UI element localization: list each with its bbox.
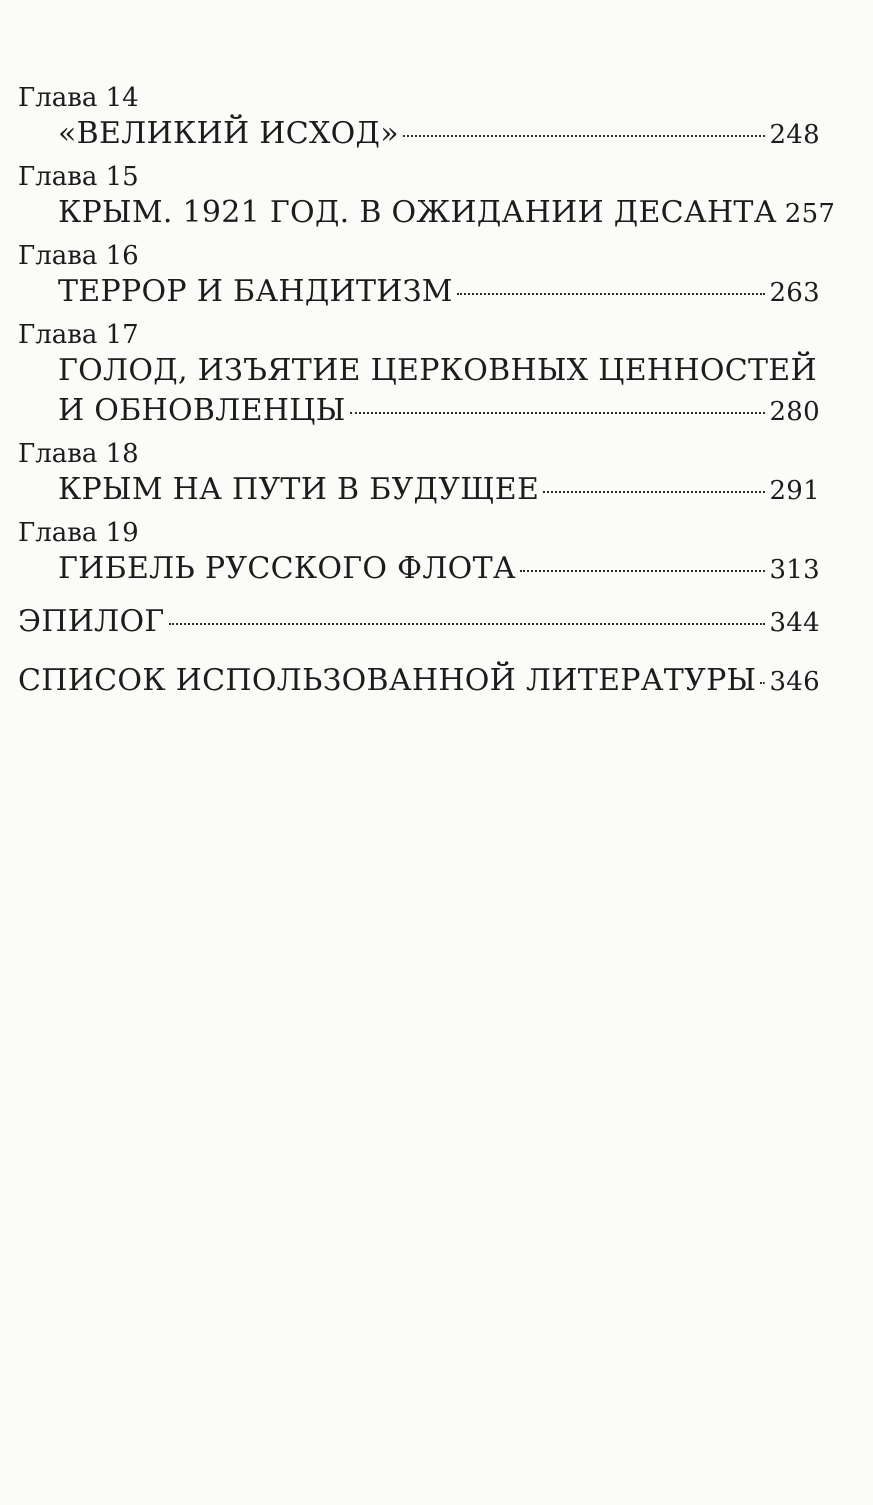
chapter-number-14: Глава 14 — [18, 83, 139, 113]
page-number: 346 — [769, 667, 820, 697]
chapter-title: КРЫМ НА ПУТИ В БУДУЩЕЕ — [58, 472, 540, 507]
dot-leader — [457, 293, 766, 295]
chapter-title-line1[interactable]: ГОЛОД, ИЗЪЯТИЕ ЦЕРКОВНЫХ ЦЕННОСТЕЙ — [58, 353, 817, 388]
dot-leader — [350, 412, 766, 414]
chapter-title: И ОБНОВЛЕНЦЫ — [58, 393, 346, 428]
toc-entry-19[interactable] — [18, 549, 820, 590]
page-number: 248 — [769, 120, 820, 150]
dot-leader — [403, 135, 766, 137]
bibliography-title: СПИСОК ИСПОЛЬЗОВАННОЙ ЛИТЕРАТУРЫ — [18, 663, 757, 698]
table-of-contents — [18, 82, 836, 702]
chapter-number-19: Глава 19 — [18, 518, 139, 548]
toc-entry-18[interactable] — [18, 470, 820, 511]
page-number: 263 — [769, 278, 820, 308]
epilogue-title: ЭПИЛОГ — [18, 604, 165, 639]
chapter-title: ТЕРРОР И БАНДИТИЗМ — [58, 274, 453, 309]
page-number: 280 — [769, 397, 820, 427]
page-number: 313 — [769, 555, 820, 585]
chapter-number-16: Глава 16 — [18, 241, 139, 271]
page-number: 291 — [769, 476, 820, 506]
toc-entry-14[interactable] — [18, 114, 820, 155]
dot-leader — [520, 570, 766, 572]
chapter-title: КРЫМ. 1921 ГОД. В ОЖИДАНИИ ДЕСАНТА — [58, 195, 777, 230]
toc-entry-bibliography[interactable] — [18, 661, 820, 702]
dot-leader — [760, 682, 765, 684]
toc-entry-17[interactable] — [18, 391, 820, 432]
chapter-number-17: Глава 17 — [18, 320, 139, 350]
toc-entry-epilogue[interactable] — [18, 602, 820, 643]
chapter-title: «ВЕЛИКИЙ ИСХОД» — [58, 116, 399, 151]
dot-leader — [169, 623, 766, 625]
chapter-title: ГИБЕЛЬ РУССКОГО ФЛОТА — [58, 551, 516, 586]
toc-entry-15[interactable] — [18, 193, 836, 234]
chapter-number-18: Глава 18 — [18, 439, 139, 469]
toc-entry-16[interactable] — [18, 272, 820, 313]
chapter-number-15: Глава 15 — [18, 162, 139, 192]
page-number: 344 — [769, 608, 820, 638]
dot-leader — [543, 491, 765, 493]
page-number: 257 — [784, 199, 836, 229]
